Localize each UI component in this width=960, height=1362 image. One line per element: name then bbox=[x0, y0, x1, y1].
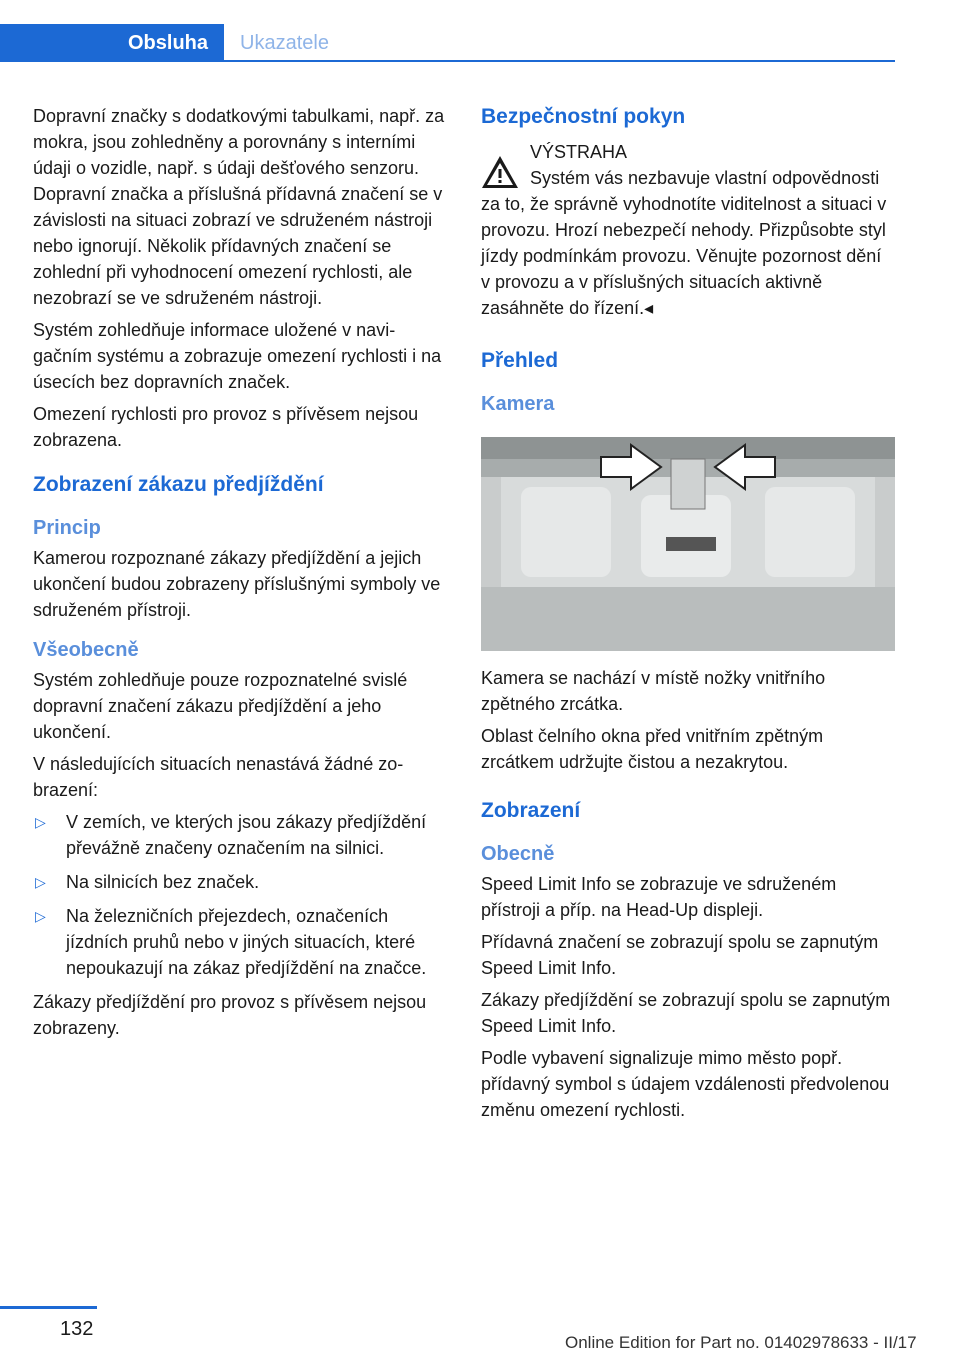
paragraph: V následujících situacích nenastává žádné zobrazení: bbox=[33, 754, 404, 800]
bullet-triangle-icon: ▷ bbox=[35, 908, 46, 924]
list-item: ▷ Na železničních přejezdech, označeních jízdních pruhů nebo v jiných situacích, které nepoukazují na zákaz předjíždění na značce. bbox=[33, 903, 448, 981]
paragraph: Systém zohledňuje pouze rozpoznatelné svislé dopravní značení zákazu předjíždění a jeho ukončení. bbox=[33, 670, 408, 742]
left-column bbox=[33, 103, 448, 1047]
paragraph: Omezení rychlosti pro provoz s přívěsem nejsou zobrazena. bbox=[33, 404, 419, 450]
paragraph: Zákazy předjíždění se zobrazují spolu se zapnutým Speed Limit Info. bbox=[481, 990, 891, 1036]
paragraph: Přídavná značení se zobrazují spolu se zapnutým Speed Limit Info. bbox=[481, 932, 879, 978]
heading-safety: Bezpečnostní pokyn bbox=[481, 105, 686, 128]
car-interior-camera-photo bbox=[481, 437, 895, 651]
right-column bbox=[481, 103, 895, 1129]
warning-text: Systém vás nezbavuje vlastní odpovědnosti za to, že správně vyhodnotíte viditelnost a situaci v provozu. Hrozí nebezpečí nehody. Přizpůsobte styl jízdy podmínkám provozu. Věnujte pozornost dění v provozu a v příslušných situacích aktivně zasáhněte do řízení.◂ bbox=[481, 168, 887, 318]
warning-title: VÝSTRAHA bbox=[530, 142, 628, 162]
paragraph: Systém zohledňuje informace uložené v navigačním systému a zobrazuje omezení rychlosti i na úsecích bez dopravních značek. bbox=[33, 320, 442, 392]
list-item: ▷ Na silnicích bez značek. bbox=[33, 869, 448, 895]
footer-rule bbox=[0, 1306, 97, 1309]
page-number: 132 bbox=[60, 1318, 94, 1340]
heading-principle: Princip bbox=[33, 517, 101, 539]
paragraph: Zákazy předjíždění pro provoz s přívěsem nejsou zobrazeny. bbox=[33, 992, 427, 1038]
heading-camera: Kamera bbox=[481, 393, 555, 415]
edition-watermark: Online Edition for Part no. 01402978633 - II/17 bbox=[565, 1333, 917, 1352]
bullet-triangle-icon: ▷ bbox=[35, 814, 46, 830]
bullet-triangle-icon: ▷ bbox=[35, 874, 46, 890]
tab-obsluha[interactable]: Obsluha bbox=[0, 24, 224, 62]
paragraph: Podle vybavení signalizuje mimo město popř. přídavný symbol s údajem vzdálenosti předvolenou změnu omezení rychlosti. bbox=[481, 1048, 890, 1120]
list-item: ▷ V zemích, ve kterých jsou zákazy předjíždění převážně značeny označením na silnici. bbox=[33, 809, 448, 861]
header-tabs bbox=[0, 24, 960, 62]
heading-overtaking: Zobrazení zákazu předjíždění bbox=[33, 473, 324, 496]
heading-general-right: Obecně bbox=[481, 843, 555, 865]
paragraph: Speed Limit Info se zobrazuje ve sdruženém přístroji a příp. na Head-Up displeji. bbox=[481, 874, 837, 920]
warning-block bbox=[481, 139, 895, 165]
bullet-list bbox=[33, 809, 448, 981]
warning-triangle-icon bbox=[481, 155, 519, 189]
paragraph: Dopravní značky s dodatkovými tabulkami, např. za mokra, jsou zohledněny a porovnány s interními údaji o vozidle, např. s údaji dešťového senzoru. Dopravní značka a příslušná přídavná značení se v závislosti na situaci zobrazí ve sdruženém nástroji nebo ignorují. Několik přídavných značení se zohlední při vyhodnocení omezení rychlosti, ale nezobrazí se ve sdruženém nástroji. bbox=[33, 106, 445, 308]
heading-general: Všeobecně bbox=[33, 639, 139, 661]
paragraph: Kamera se nachází v místě nožky vnitřního zpětného zrcátka. bbox=[481, 668, 826, 714]
paragraph: Oblast čelního okna před vnitřním zpětným zrcátkem udržujte čistou a nezakrytou. bbox=[481, 726, 824, 772]
tab-ukazatele[interactable]: Ukazatele bbox=[224, 24, 895, 62]
heading-display: Zobrazení bbox=[481, 799, 581, 822]
paragraph: Kamerou rozpoznané zákazy předjíždění a jejich ukončení budou zobrazeny příslušnými symboly ve sdruženém přístroji. bbox=[33, 548, 441, 620]
heading-overview: Přehled bbox=[481, 349, 559, 372]
